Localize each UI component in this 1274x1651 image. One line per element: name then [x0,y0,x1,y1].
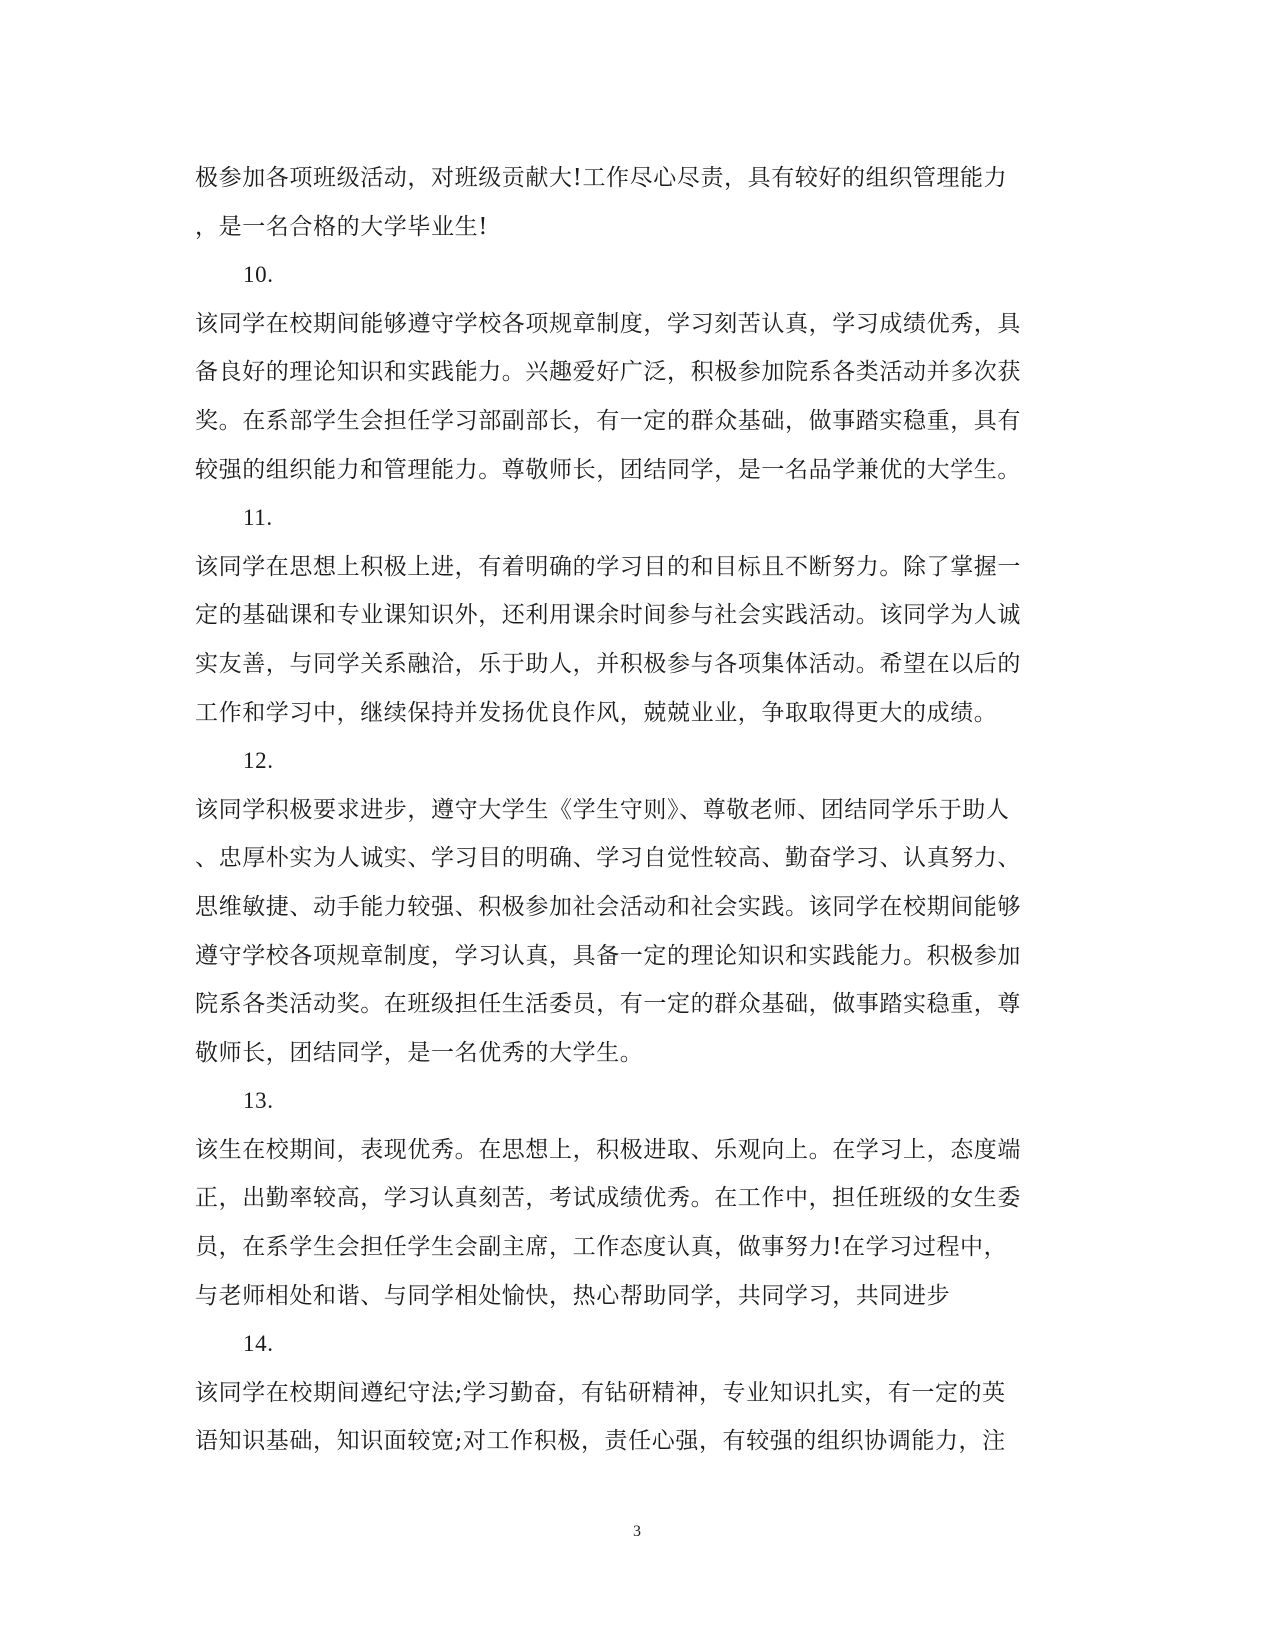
text-line: 较强的组织能力和管理能力。尊敬师长，团结同学，是一名品学兼优的大学生。 [195,456,1021,483]
text-line: 、忠厚朴实为人诚实、学习目的明确、学习自觉性较高、勤奋学习、认真努力、 [195,845,1021,872]
item-number: 14. [243,1331,274,1357]
text-line: 语知识基础，知识面较宽;对工作积极，责任心强，有较强的组织协调能力，注 [195,1428,1006,1455]
text-line: 与老师相处和谐、与同学相处愉快，热心帮助同学，共同学习，共同进步 [195,1282,951,1309]
text-line: 工作和学习中，继续保持并发扬优良作风，兢兢业业，争取取得更大的成绩。 [195,699,998,726]
page-number: 3 [633,1523,641,1540]
document-body [195,154,1075,1466]
text-line: 定的基础课和专业课知识外，还利用课余时间参与社会实践活动。该同学为人诚 [195,602,1021,629]
text-line: 遵守学校各项规章制度，学习认真，具备一定的理论知识和实践能力。积极参加 [195,942,1021,969]
text-line: 奖。在系部学生会担任学习部副部长，有一定的群众基础，做事踏实稳重，具有 [195,407,1021,434]
text-line: 员，在系学生会担任学生会副主席，工作态度认真，做事努力!在学习过程中， [195,1234,1008,1261]
text-line: 该同学在校期间遵纪守法;学习勤奋，有钻研精神，专业知识扎实，有一定的英 [195,1379,1006,1406]
item-number: 11. [243,505,273,531]
text-line: 思维敏捷、动手能力较强、积极参加社会活动和社会实践。该同学在校期间能够 [195,893,1021,920]
text-line: 敬师长，团结同学，是一名优秀的大学生。 [195,1039,644,1066]
item-number: 12. [243,748,274,774]
text-line: 该同学积极要求进步，遵守大学生《学生守则》、尊敬老师、团结同学乐于助人 [195,796,1010,823]
text-line: 实友善，与同学关系融洽，乐于助人，并积极参与各项集体活动。希望在以后的 [195,650,1021,677]
text-line: 院系各类活动奖。在班级担任生活委员，有一定的群众基础，做事踏实稳重，尊 [195,991,1021,1018]
text-line: 该生在校期间，表现优秀。在思想上，积极进取、乐观向上。在学习上，态度端 [195,1136,1021,1163]
text-line: 正，出勤率较高，学习认真刻苦，考试成绩优秀。在工作中，担任班级的女生委 [195,1185,1021,1212]
text-line: ，是一名合格的大学毕业生! [195,213,489,240]
item-number: 13. [243,1088,274,1114]
text-line: 备良好的理论知识和实践能力。兴趣爱好广泛，积极参加院系各类活动并多次获 [195,359,1021,386]
text-line: 该同学在思想上积极上进，有着明确的学习目的和目标且不断努力。除了掌握一 [195,553,1021,580]
text-line: 极参加各项班级活动，对班级贡献大!工作尽心尽责，具有较好的组织管理能力 [195,165,1008,191]
item-number: 10. [243,262,274,288]
text-line: 该同学在校期间能够遵守学校各项规章制度，学习刻苦认真，学习成绩优秀，具 [195,310,1021,337]
